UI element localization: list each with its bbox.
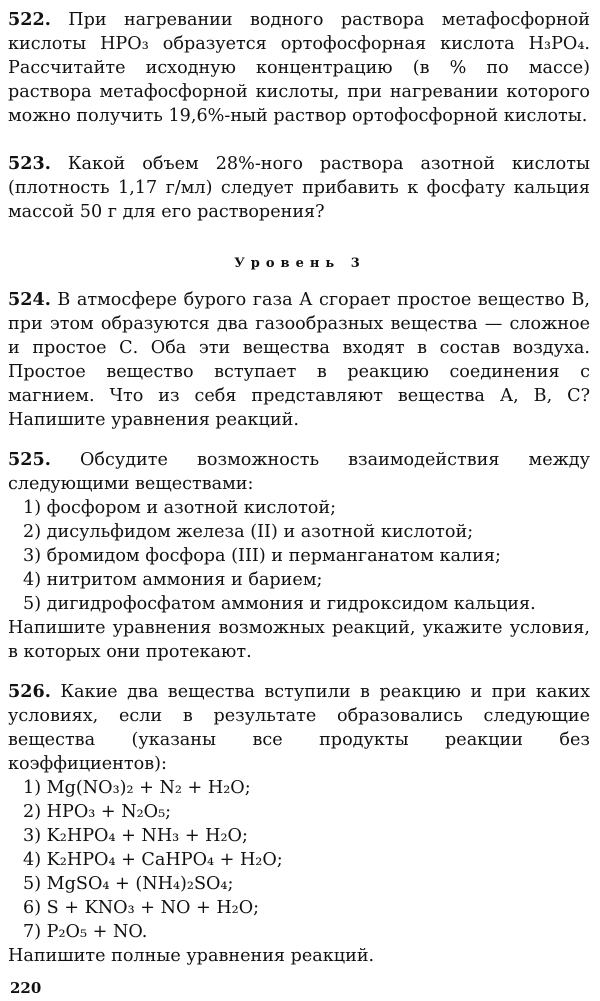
problem-text: Какие два вещества вступили в реакцию и при каких условиях, если в результате образовались следующие вещества (указаны все продукты реакции без коэффициентов):: [8, 682, 591, 774]
reaction-item: 6) S + KNO₃ + NO + H₂O;: [23, 898, 260, 918]
problem-text: Обсудите возможность взаимодействия между следующими веществами:: [8, 450, 590, 494]
problem-524: [8, 288, 590, 432]
level-heading: Уровень 3: [234, 256, 366, 271]
reaction-item: 1) Mg(NO₃)₂ + N₂ + H₂O;: [23, 778, 251, 798]
problem-text: Какой объем 28%-ного раствора азотной кислоты (плотность 1,17 г/мл) следует прибавить к фосфату кальция массой 50 г для его растворения?: [8, 154, 590, 222]
reaction-item: 3) K₂HPO₄ + NH₃ + H₂O;: [23, 826, 248, 846]
page-number: 220: [10, 979, 42, 997]
problem-number: 523.: [8, 153, 51, 174]
problem-number: 522.: [8, 9, 51, 30]
reaction-item: 5) MgSO₄ + (NH₄)₂SO₄;: [23, 874, 234, 894]
reaction-products-list: [8, 776, 590, 944]
problem-text: В атмосфере бурого газа А сгорает простое вещество В, при этом образуются два газообразных вещества — сложное и простое С. Оба эти вещества входят в состав воздуха. Простое вещество вступает в реакцию соединения с магнием. Что из себя представляют вещества А, В, С? Напишите уравнения реакций.: [8, 290, 591, 430]
option-item: 3) бромидом фосфора (III) и перманганатом калия;: [23, 546, 501, 566]
option-item: 1) фосфором и азотной кислотой;: [23, 498, 337, 518]
problem-523: [8, 152, 590, 224]
problem-number: 525.: [8, 449, 51, 470]
problem-number: 524.: [8, 289, 51, 310]
reaction-item: 2) HPO₃ + N₂O₅;: [23, 802, 172, 822]
problem-instruction: Напишите уравнения возможных реакций, укажите условия, в которых они протекают.: [8, 618, 590, 662]
problem-text: При нагревании водного раствора метафосфорной кислоты НРО₃ образуется ортофосфорная кислота Н₃РО₄. Рассчитайте исходную концентрацию (в % по массе) раствора метафосфорной кислоты, при нагревании которого можно получить 19,6%-ный раствор ортофосфорной кислоты.: [8, 10, 590, 126]
problem-522: [8, 8, 590, 128]
reaction-item: 4) K₂HPO₄ + CaHPO₄ + H₂O;: [23, 850, 283, 870]
option-item: 2) дисульфидом железа (II) и азотной кислотой;: [23, 522, 474, 542]
option-item: 5) дигидрофосфатом аммония и гидроксидом кальция.: [23, 594, 536, 614]
option-item: 4) нитритом аммония и барием;: [23, 570, 323, 590]
problem-instruction: Напишите полные уравнения реакций.: [8, 946, 375, 966]
problem-526: [8, 680, 590, 968]
answer-options: [8, 496, 590, 616]
problem-525: [8, 448, 590, 664]
problem-number: 526.: [8, 681, 51, 702]
reaction-item: 7) P₂O₅ + NO.: [23, 922, 148, 942]
